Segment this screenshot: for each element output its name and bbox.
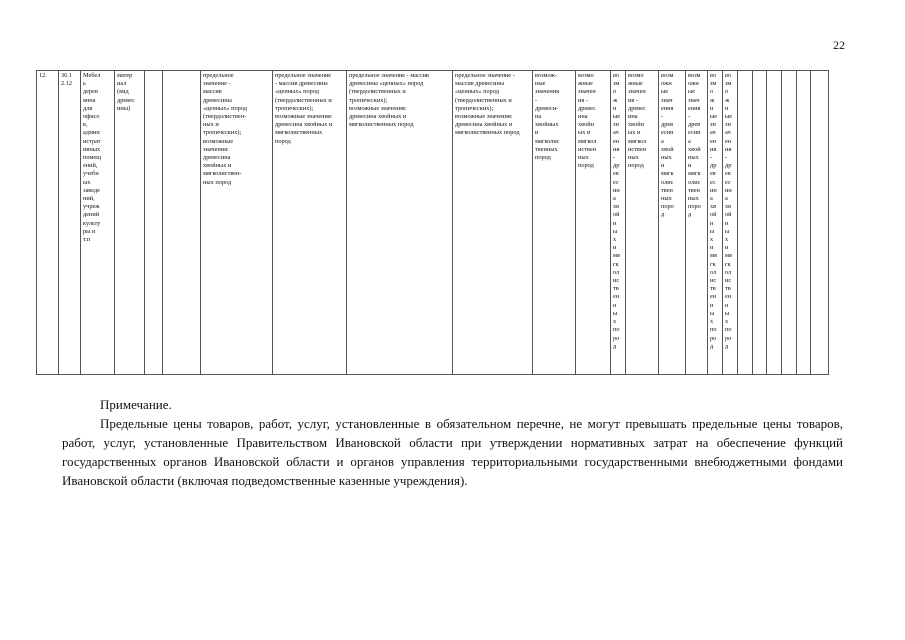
table-cell	[753, 71, 767, 375]
table-cell	[145, 71, 163, 375]
item-name-cell: Мебел ь дерев янна для офисо в, админ истрат ивных помещ ений, учебн ых заведе ний, учреж дений культу ры и т.п	[81, 71, 115, 375]
page-number: 22	[833, 38, 845, 52]
note-title: Примечание.	[100, 397, 172, 412]
characteristic-cell: матер иал (вид древес ины)	[115, 71, 145, 375]
table-cell: предельное значение - массив древесины «ценных» пород (твердолиствен- ных и тропических); возможные значения: древесина хвойных и мягколиствен- ных пород	[201, 71, 273, 375]
okpd-code-cell: 36.1 2.12	[59, 71, 81, 375]
table-cell	[767, 71, 782, 375]
table-cell: возмо жные значен ия - древес ина хвойн ых и мягкол иствен ных пород	[626, 71, 659, 375]
table-cell: предельное значение - массив древесины «ценных» пород (твердолиственных и тропических); возможные значения: древесина хвойных и мягколиственных пород	[273, 71, 347, 375]
requirements-table	[36, 70, 829, 375]
table-cell: возм ожн ые знач ения - древ есин а хвой ных и мягк олис твен ных поро д	[686, 71, 708, 375]
table-cell: возмож- ные значения - древеси- на хвойных и мягколис твенных пород	[533, 71, 576, 375]
table-cell	[163, 71, 201, 375]
table-cell	[797, 71, 811, 375]
table-cell	[738, 71, 753, 375]
note-block	[62, 395, 843, 490]
table-cell: во зм о ж н ые зн ач ен ия - др ев ес ин а хв ой н ы х и мя гк ол ис тв ен н ы х по ро д	[611, 71, 626, 375]
table-cell: возмо жные значен ия - древес ина хвойн ых и мягкол иствен ных пород	[576, 71, 611, 375]
table-row	[37, 71, 829, 375]
table-cell: возм ожн ые знач ения - древ есин а хвой ных и мягк олис твен ных поро д	[659, 71, 686, 375]
table-cell: предельное значение - массив древесины «ценных» пород (твердолиственных и тропических); возможные значения: древесина хвойных и мягколиственных пород	[453, 71, 533, 375]
row-number-cell: 12.	[37, 71, 59, 375]
table-cell: во зм о ж н ые зн ач ен ия - др ев ес ин а хв ой н ы х и мя гк ол ис тв ен н ы х по ро д	[723, 71, 738, 375]
table-cell	[811, 71, 829, 375]
note-body: Предельные цены товаров, работ, услуг, установленные в обязательном перечне, не могут превышать предельные цены товаров, работ, услуг, установленные Правительством Ивановской области при утверждении нормативных затрат на обеспечение функций государственных органов Ивановской области и органов управления территориальными государственными внебюджетными фондами Ивановской области (включая подведомственные казенные учреждения).	[62, 416, 843, 488]
table-cell: во зм о ж н ые зн ач ен ия - др ев ес ин а хв ой н ы х и мя гк ол ис тв ен н ы х по ро д	[708, 71, 723, 375]
table-cell	[782, 71, 797, 375]
table-cell: предельное значение - массив древесины «ценных» пород (твердолиственных и тропических); возможные значения: древесина хвойных и мягколиственных пород	[347, 71, 453, 375]
